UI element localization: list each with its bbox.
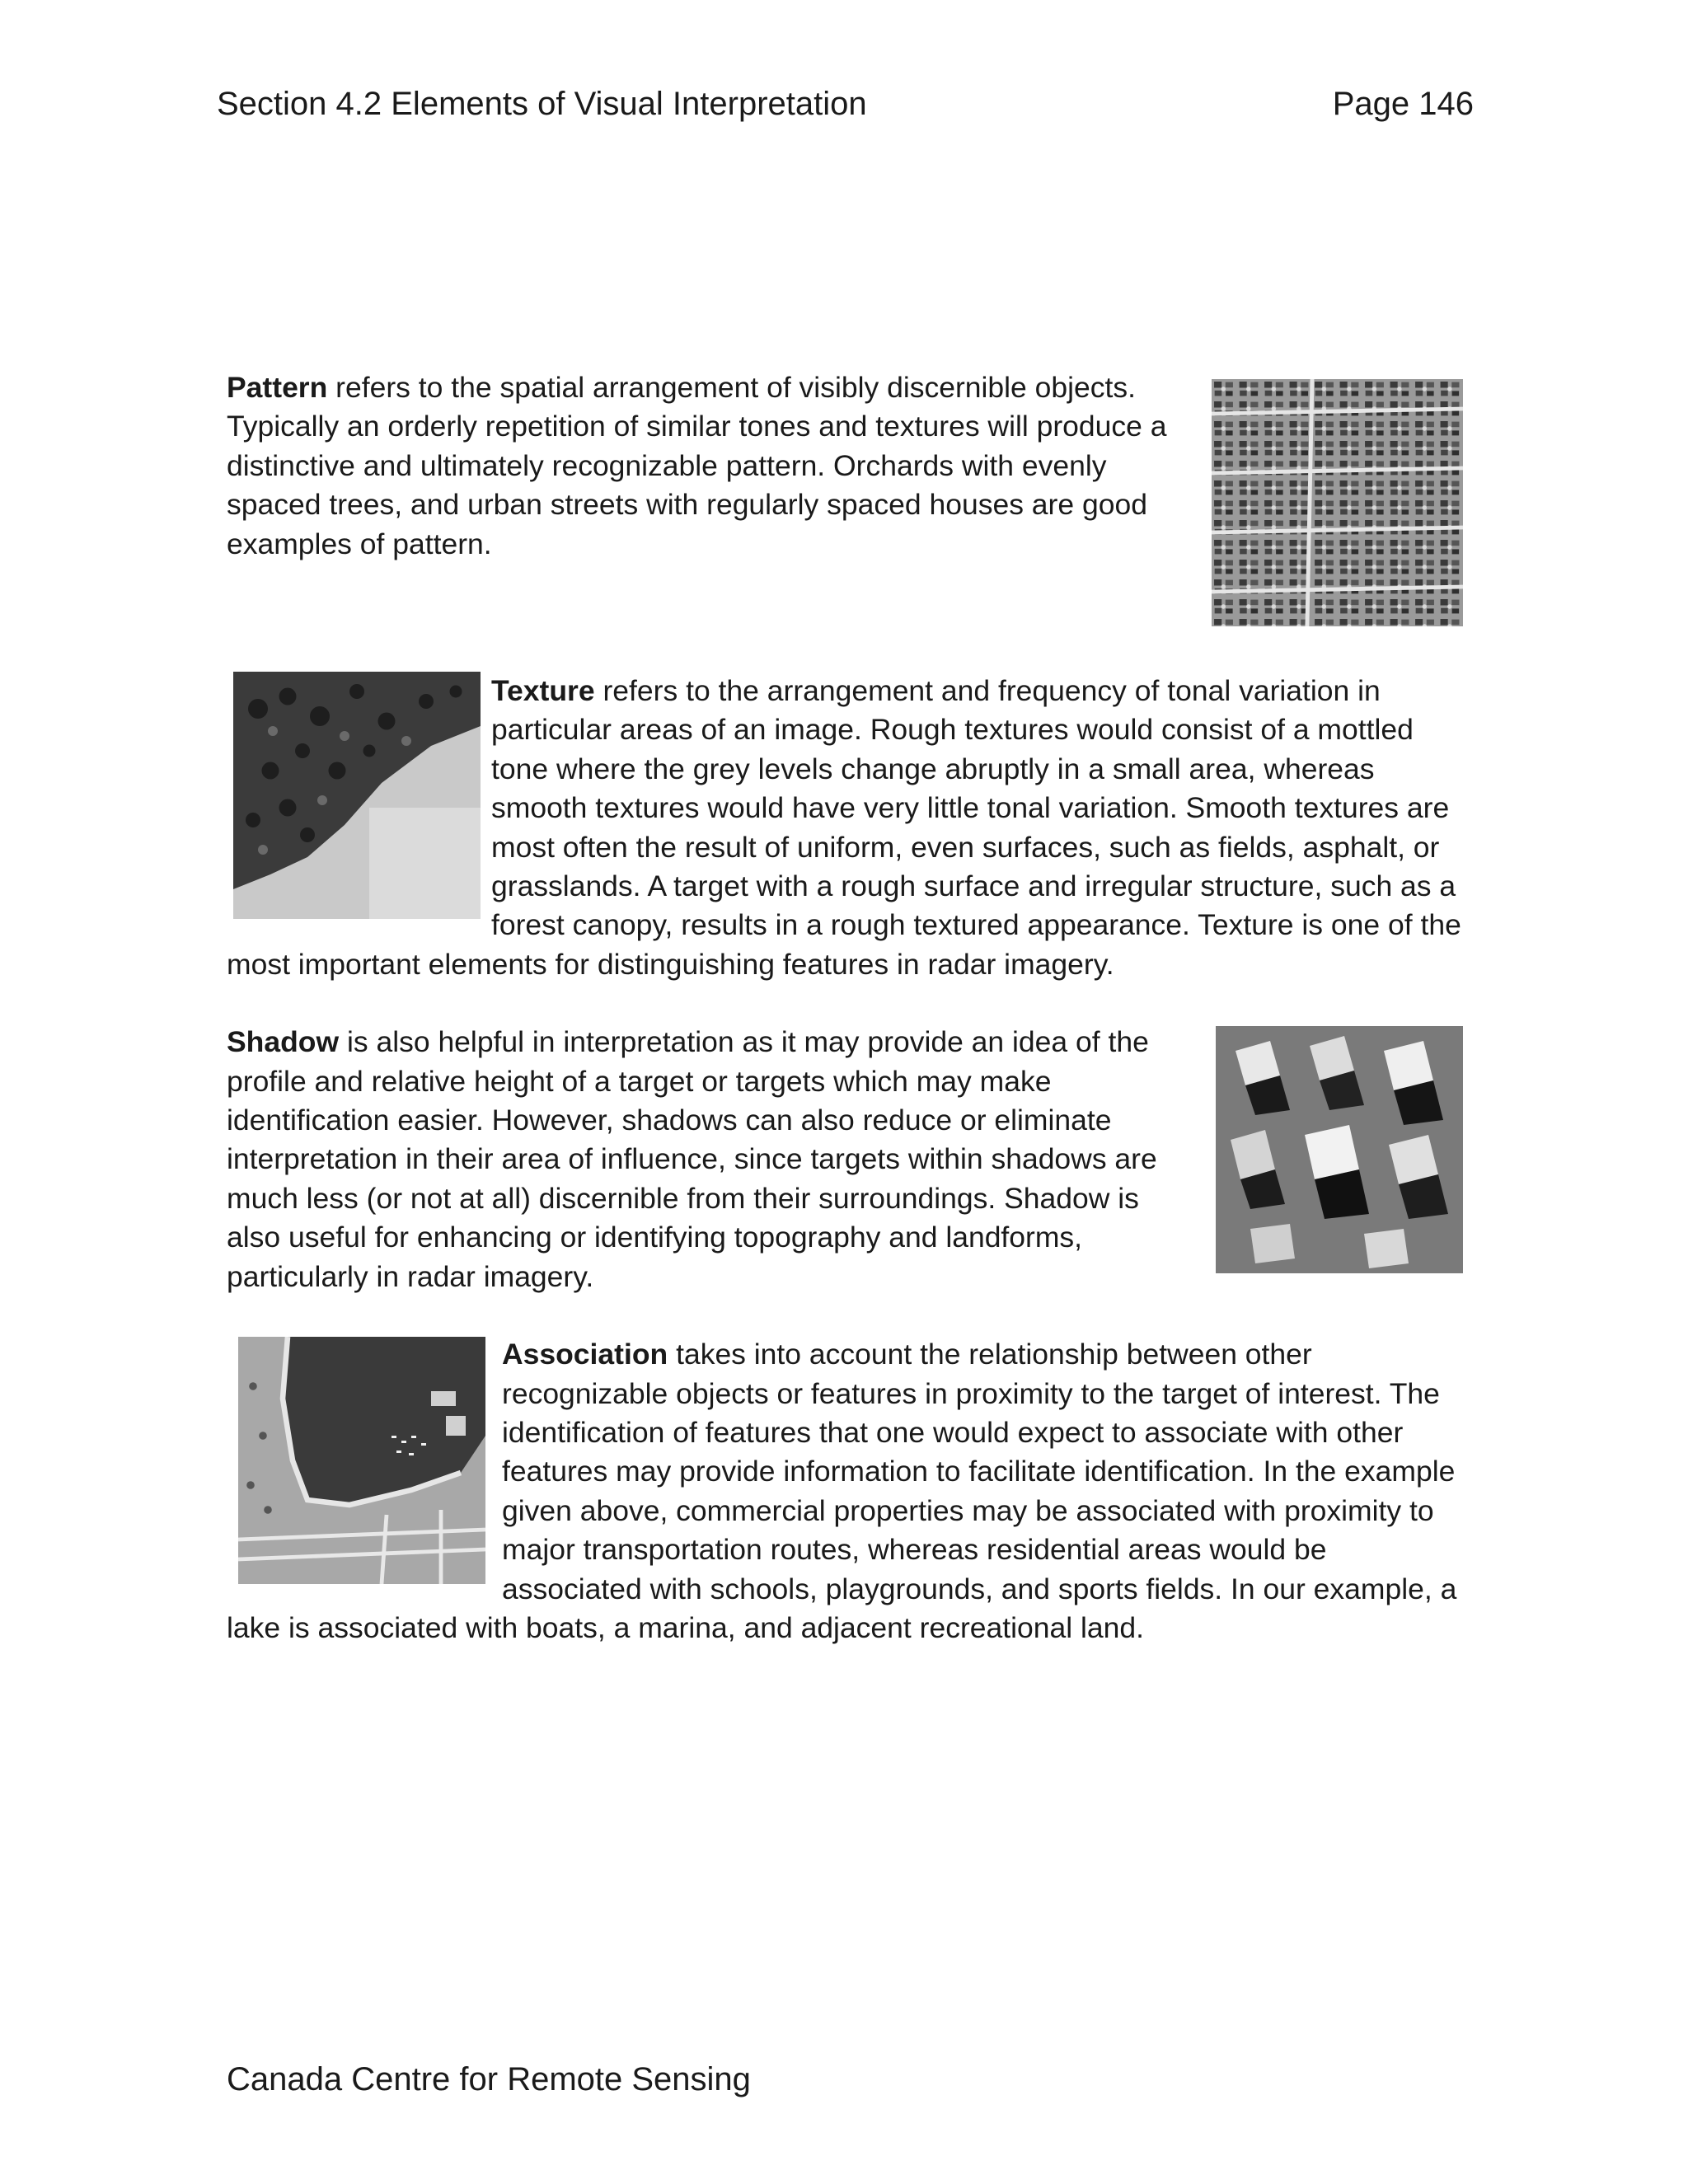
texture-aerial-image	[233, 672, 481, 919]
texture-text: refers to the arrangement and frequency of tonal variation in particular areas of an image. Rough textures would consist of a mottled tone where the grey levels change abruptly in a small area, whereas smooth textures would have very little tonal variation. Smooth textures are most often the result of uniform, even surfaces, such as fields, asphalt, or grasslands. A target with a rough surface and irregular structure, such as a forest canopy, results in a rough textured appearance. Texture is one of the most important elements for distinguishing features in radar imagery.	[227, 674, 1461, 981]
pattern-section	[227, 368, 1463, 633]
page-content	[227, 368, 1463, 1647]
association-text: takes into account the relationship between other recognizable objects or features in proximity to the target of interest. The identification of features that one would expect to associate with other features may provide information to facilitate identification. In the example given above, commercial properties may be associated with proximity to major transportation routes, whereas residential areas would be associated with schools, playgrounds, and sports fields. In our example, a lake is associated with boats, a marina, and adjacent recreational land.	[227, 1338, 1457, 1644]
page-number: Page 146	[1332, 86, 1474, 122]
pattern-term: Pattern	[227, 371, 328, 404]
page-header	[217, 81, 1474, 127]
association-section	[227, 1335, 1463, 1647]
pattern-aerial-image	[1212, 379, 1463, 626]
association-aerial-image	[238, 1337, 485, 1584]
texture-section	[227, 672, 1463, 984]
section-title: Section 4.2 Elements of Visual Interpretation	[217, 86, 867, 122]
page-footer: Canada Centre for Remote Sensing	[227, 2061, 751, 2097]
texture-term: Texture	[491, 674, 595, 707]
pattern-text: refers to the spatial arrangement of visibly discernible objects. Typically an orderly repetition of similar tones and textures will produce a distinctive and ultimately recognizable pattern. Orchards with evenly spaced trees, and urban streets with regularly spaced houses are good examples of pattern.	[227, 371, 1167, 560]
association-term: Association	[502, 1338, 668, 1371]
shadow-section	[227, 1023, 1463, 1296]
shadow-aerial-image	[1216, 1026, 1463, 1273]
shadow-text: is also helpful in interpretation as it may provide an idea of the profile and relative height of a target or targets which may make identification easier. However, shadows can also reduce or eliminate interpretation in their area of influence, since targets within shadows are much less (or not at all) discernible from their surroundings. Shadow is also useful for enhancing or identifying topography and landforms, particularly in radar imagery.	[227, 1025, 1157, 1293]
shadow-term: Shadow	[227, 1025, 340, 1059]
